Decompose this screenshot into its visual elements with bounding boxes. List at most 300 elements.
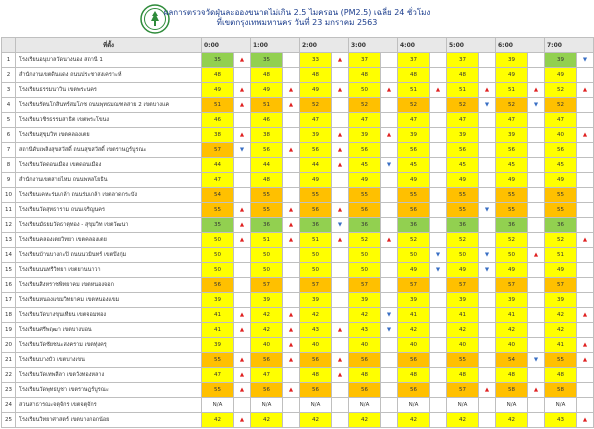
trend-up-icon: ▲	[337, 132, 343, 138]
station-name: โรงเรียนวัดชัยชนะสงคราม เขตทุ่งครุ	[16, 338, 202, 353]
pm25-value-cell: 55	[496, 203, 528, 218]
trend-up-icon: ▲	[582, 87, 588, 93]
trend-empty-cell	[577, 188, 594, 203]
trend-empty-cell	[283, 398, 300, 413]
trend-empty-cell	[430, 173, 447, 188]
pm25-value-cell: 57	[496, 278, 528, 293]
pm25-value-cell: 36	[496, 218, 528, 233]
pm25-value-cell: 44	[251, 158, 283, 173]
trend-empty-cell	[479, 353, 496, 368]
trend-up-icon	[234, 218, 251, 233]
trend-empty-cell	[577, 323, 594, 338]
pm25-value-cell: 39	[398, 128, 430, 143]
trend-empty-cell	[381, 413, 398, 428]
pm25-value-cell: 49	[349, 173, 381, 188]
pm25-value-cell: 42	[545, 308, 577, 323]
pm25-value-cell: 56	[349, 353, 381, 368]
table-header-row	[2, 38, 594, 53]
station-name: โรงเรียนวชิรธรรมสาธิต เขตพระโขนง	[16, 113, 202, 128]
pm25-value-cell: 52	[545, 98, 577, 113]
pm25-value-cell: 37	[447, 53, 479, 68]
trend-empty-cell	[430, 128, 447, 143]
pm25-value-cell: 40	[545, 128, 577, 143]
pm25-value-cell: 56	[398, 143, 430, 158]
station-name: สำนักงานเขตสายไหม ถนนพหลโยธิน	[16, 173, 202, 188]
trend-empty-cell	[430, 98, 447, 113]
trend-up-icon	[332, 353, 349, 368]
table-row	[2, 53, 594, 68]
trend-up-icon: ▲	[582, 357, 588, 363]
pm25-value-cell: 49	[545, 68, 577, 83]
pm25-value-cell: 48	[349, 368, 381, 383]
pm25-value-cell: 49	[447, 263, 479, 278]
pm25-value-cell: 41	[398, 308, 430, 323]
pm25-value-cell: 56	[251, 383, 283, 398]
pm25-value-cell: 47	[202, 368, 234, 383]
trend-empty-cell	[528, 203, 545, 218]
table-row	[2, 188, 594, 203]
pm25-value-cell: 58	[545, 383, 577, 398]
trend-empty-cell	[430, 188, 447, 203]
trend-up-icon	[332, 53, 349, 68]
trend-empty-cell	[479, 53, 496, 68]
trend-up-icon: ▲	[337, 237, 343, 243]
trend-empty-cell	[479, 368, 496, 383]
trend-empty-cell	[430, 278, 447, 293]
trend-up-icon	[332, 203, 349, 218]
pm25-value-cell: 39	[349, 293, 381, 308]
pm25-value-cell: 36	[398, 218, 430, 233]
trend-up-icon: ▲	[533, 387, 539, 393]
pm25-value-cell: 51	[202, 98, 234, 113]
trend-empty-cell	[381, 188, 398, 203]
table-row	[2, 293, 594, 308]
pm25-value-cell: N/A	[349, 398, 381, 413]
pm25-value-cell: 50	[202, 233, 234, 248]
pm25-value-cell: 40	[447, 338, 479, 353]
pm25-value-cell: 55	[545, 353, 577, 368]
trend-empty-cell	[332, 98, 349, 113]
trend-up-icon	[577, 308, 594, 323]
row-number: 19	[2, 323, 16, 338]
pm25-value-cell: 38	[202, 128, 234, 143]
pm25-value-cell: 49	[496, 68, 528, 83]
pm25-value-cell: 39	[447, 293, 479, 308]
row-number: 13	[2, 233, 16, 248]
table-row	[2, 263, 594, 278]
trend-up-icon: ▲	[337, 87, 343, 93]
trend-up-icon	[283, 308, 300, 323]
trend-up-icon: ▲	[582, 342, 588, 348]
pm25-value-cell: 39	[300, 293, 332, 308]
row-number: 11	[2, 203, 16, 218]
trend-empty-cell	[430, 353, 447, 368]
trend-empty-cell	[381, 68, 398, 83]
trend-empty-cell	[381, 248, 398, 263]
trend-empty-cell	[577, 173, 594, 188]
trend-empty-cell	[283, 53, 300, 68]
trend-up-icon: ▲	[239, 57, 245, 63]
trend-up-icon: ▲	[337, 57, 343, 63]
pm25-value-cell: 57	[545, 278, 577, 293]
table-row	[2, 143, 594, 158]
trend-up-icon: ▲	[582, 237, 588, 243]
header-time: 3:00	[349, 38, 398, 53]
trend-empty-cell	[528, 158, 545, 173]
pm25-value-cell: 43	[545, 413, 577, 428]
trend-empty-cell	[430, 308, 447, 323]
trend-empty-cell	[528, 368, 545, 383]
pm25-value-cell: 42	[398, 323, 430, 338]
trend-empty-cell	[332, 338, 349, 353]
trend-up-icon	[332, 233, 349, 248]
trend-empty-cell	[234, 158, 251, 173]
pm25-value-cell: 49	[398, 173, 430, 188]
trend-up-icon	[528, 83, 545, 98]
pm25-value-cell: 38	[251, 128, 283, 143]
trend-empty-cell	[381, 143, 398, 158]
trend-empty-cell	[332, 68, 349, 83]
pm25-value-cell: 35	[202, 218, 234, 233]
trend-empty-cell	[332, 173, 349, 188]
trend-empty-cell	[528, 398, 545, 413]
trend-up-icon	[234, 83, 251, 98]
pm25-value-cell: 56	[496, 143, 528, 158]
trend-empty-cell	[479, 293, 496, 308]
trend-empty-cell	[430, 68, 447, 83]
trend-empty-cell	[381, 173, 398, 188]
trend-empty-cell	[234, 278, 251, 293]
pm25-value-cell: 50	[496, 248, 528, 263]
pm25-value-cell: 48	[447, 368, 479, 383]
trend-empty-cell	[577, 203, 594, 218]
pm25-value-cell: 50	[447, 248, 479, 263]
station-name: โรงเรียนวิทยาศาสตร์ เขตบางกอกน้อย	[16, 413, 202, 428]
pm25-value-cell: 56	[398, 203, 430, 218]
pm25-value-cell: 41	[447, 308, 479, 323]
trend-empty-cell	[381, 338, 398, 353]
trend-up-icon: ▲	[239, 327, 245, 333]
trend-up-icon: ▲	[386, 237, 392, 243]
trend-empty-cell	[577, 398, 594, 413]
trend-empty-cell	[577, 383, 594, 398]
pm25-value-cell: 39	[300, 128, 332, 143]
station-name: สำนักงานเขตดินแดง ถนนประชาสงเคราะห์	[16, 68, 202, 83]
trend-empty-cell	[430, 53, 447, 68]
table-row	[2, 218, 594, 233]
trend-up-icon	[283, 383, 300, 398]
station-name: โรงเรียนวัดสุทธาราม ถนนเจริญนคร	[16, 203, 202, 218]
row-number: 7	[2, 143, 16, 158]
trend-empty-cell	[283, 173, 300, 188]
trend-up-icon: ▲	[288, 207, 294, 213]
pm25-value-cell: 47	[398, 113, 430, 128]
table-row	[2, 368, 594, 383]
trend-empty-cell	[381, 368, 398, 383]
station-name: โรงเรียนวัดบางขุนเทียน เขตจอมทอง	[16, 308, 202, 323]
trend-down-icon	[430, 263, 447, 278]
pm25-value-cell: 55	[300, 188, 332, 203]
pm25-value-cell: N/A	[545, 398, 577, 413]
pm25-value-cell: 48	[398, 368, 430, 383]
trend-empty-cell	[479, 113, 496, 128]
pm25-value-cell: 36	[300, 218, 332, 233]
pm25-value-cell: 52	[545, 233, 577, 248]
pm25-value-cell: 55	[251, 188, 283, 203]
header-time: 5:00	[447, 38, 496, 53]
pm25-value-cell: 55	[202, 353, 234, 368]
trend-up-icon: ▲	[239, 312, 245, 318]
pm25-value-cell: 42	[398, 413, 430, 428]
trend-up-icon	[234, 98, 251, 113]
trend-up-icon	[234, 368, 251, 383]
pm25-value-cell: 46	[202, 113, 234, 128]
pm25-value-cell: 57	[447, 383, 479, 398]
table-row	[2, 413, 594, 428]
row-number: 14	[2, 248, 16, 263]
station-name: โรงเรียนวัดเทพลีลา เขตวังทองหลาง	[16, 368, 202, 383]
trend-up-icon	[577, 83, 594, 98]
trend-empty-cell	[283, 158, 300, 173]
trend-empty-cell	[430, 383, 447, 398]
pm25-value-cell: 48	[496, 368, 528, 383]
trend-up-icon: ▲	[386, 132, 392, 138]
trend-empty-cell	[234, 188, 251, 203]
pm25-value-cell: N/A	[202, 398, 234, 413]
pm25-value-cell: 39	[496, 293, 528, 308]
station-name: สถานีดับเพลิงสุขสวัสดิ์ ถนนสุขสวัสดิ์ เขตราษฎร์บูรณะ	[16, 143, 202, 158]
trend-up-icon	[528, 248, 545, 263]
pm25-value-cell: 40	[251, 338, 283, 353]
trend-up-icon	[577, 413, 594, 428]
pm25-value-cell: 42	[447, 413, 479, 428]
trend-empty-cell	[332, 383, 349, 398]
header-time: 2:00	[300, 38, 349, 53]
trend-up-icon	[234, 53, 251, 68]
pm25-value-cell: 56	[300, 203, 332, 218]
pm25-value-cell: 42	[545, 323, 577, 338]
trend-up-icon	[283, 98, 300, 113]
pm25-value-cell: 48	[545, 368, 577, 383]
table-row	[2, 98, 594, 113]
trend-empty-cell	[234, 398, 251, 413]
trend-empty-cell	[381, 98, 398, 113]
pm25-value-cell: 49	[300, 173, 332, 188]
pm25-value-cell: 57	[398, 278, 430, 293]
trend-down-icon	[528, 98, 545, 113]
table-row	[2, 203, 594, 218]
trend-up-icon: ▲	[239, 87, 245, 93]
trend-up-icon: ▲	[582, 132, 588, 138]
pm25-value-cell: 52	[349, 233, 381, 248]
trend-up-icon: ▲	[288, 87, 294, 93]
pm25-value-cell: 33	[300, 53, 332, 68]
row-number: 22	[2, 368, 16, 383]
row-number: 2	[2, 68, 16, 83]
trend-empty-cell	[479, 173, 496, 188]
station-name: โรงเรียนเคหะร่มเกล้า ถนนร่มเกล้า เขตลาดกระบัง	[16, 188, 202, 203]
pm25-value-cell: 50	[251, 263, 283, 278]
pm25-value-cell: 48	[447, 68, 479, 83]
trend-up-icon	[577, 353, 594, 368]
pm25-value-cell: 55	[545, 188, 577, 203]
row-number: 4	[2, 98, 16, 113]
trend-empty-cell	[283, 128, 300, 143]
station-name: โรงเรียนบางบัว เขตบางเขน	[16, 353, 202, 368]
trend-up-icon: ▲	[337, 207, 343, 213]
pm25-value-cell: 47	[300, 113, 332, 128]
pm25-value-cell: 39	[349, 128, 381, 143]
pm25-value-cell: 55	[545, 203, 577, 218]
pm25-value-cell: 39	[202, 293, 234, 308]
row-number: 15	[2, 263, 16, 278]
trend-up-icon: ▲	[337, 147, 343, 153]
trend-empty-cell	[528, 143, 545, 158]
pm25-value-cell: 50	[251, 248, 283, 263]
pm25-value-cell: 45	[398, 158, 430, 173]
trend-empty-cell	[332, 398, 349, 413]
pm25-value-cell: 49	[300, 83, 332, 98]
trend-empty-cell	[283, 278, 300, 293]
pm25-value-cell: 39	[398, 293, 430, 308]
pm25-value-cell: 55	[398, 188, 430, 203]
trend-up-icon: ▲	[288, 327, 294, 333]
trend-empty-cell	[332, 113, 349, 128]
trend-empty-cell	[479, 308, 496, 323]
pm25-value-cell: 58	[496, 383, 528, 398]
trend-down-icon	[528, 353, 545, 368]
header-station: ที่ตั้ง	[16, 38, 202, 53]
pm25-value-cell: 44	[300, 158, 332, 173]
trend-empty-cell	[381, 53, 398, 68]
pm25-value-cell: 39	[447, 128, 479, 143]
trend-empty-cell	[234, 248, 251, 263]
report-subtitle: ที่เขตกรุงเทพมหานคร วันที่ 23 มกราคม 2563	[216, 18, 378, 27]
pm25-value-cell: 47	[202, 173, 234, 188]
station-name: โรงเรียนวัดพุทธบูชา เขตราษฎร์บูรณะ	[16, 383, 202, 398]
row-number: 8	[2, 158, 16, 173]
pm25-value-cell: 55	[349, 188, 381, 203]
pm25-value-cell: N/A	[251, 398, 283, 413]
trend-down-icon	[479, 98, 496, 113]
station-name: สวนสาธารณะจตุจักร เขตจตุจักร	[16, 398, 202, 413]
pm25-value-cell: 50	[349, 263, 381, 278]
trend-empty-cell	[381, 353, 398, 368]
pm25-value-cell: 52	[349, 98, 381, 113]
trend-down-icon: ▼	[484, 252, 490, 258]
station-name: โรงเรียนสิงหราชพิทยาคม เขตหนองจอก	[16, 278, 202, 293]
pm25-value-cell: 54	[496, 353, 528, 368]
pm25-value-cell: 49	[447, 173, 479, 188]
trend-down-icon: ▼	[484, 102, 490, 108]
row-number: 16	[2, 278, 16, 293]
row-number: 10	[2, 188, 16, 203]
pm25-value-cell: 55	[202, 383, 234, 398]
table-row	[2, 128, 594, 143]
header-time: 7:00	[545, 38, 594, 53]
trend-up-icon	[283, 353, 300, 368]
trend-up-icon	[528, 383, 545, 398]
pm25-value-cell: 51	[447, 83, 479, 98]
trend-empty-cell	[528, 218, 545, 233]
pm25-value-cell: 46	[251, 113, 283, 128]
trend-empty-cell	[332, 188, 349, 203]
station-name: โรงเรียนสุขุมวิท เขตคลองเตย	[16, 128, 202, 143]
trend-down-icon	[430, 248, 447, 263]
row-number: 3	[2, 83, 16, 98]
trend-up-icon	[381, 83, 398, 98]
pm25-value-cell: 56	[349, 143, 381, 158]
trend-empty-cell	[234, 263, 251, 278]
trend-up-icon	[332, 143, 349, 158]
table-row	[2, 308, 594, 323]
trend-empty-cell	[577, 158, 594, 173]
pm25-value-cell: 47	[447, 113, 479, 128]
trend-down-icon	[381, 323, 398, 338]
trend-empty-cell	[381, 203, 398, 218]
pm25-value-cell: 40	[300, 338, 332, 353]
table-row	[2, 173, 594, 188]
pm25-value-cell: 50	[349, 248, 381, 263]
table-row	[2, 158, 594, 173]
trend-empty-cell	[283, 248, 300, 263]
pm25-value-cell: 50	[202, 263, 234, 278]
station-name: โรงเรียนหนองแขมวิทยาคม เขตหนองแขม	[16, 293, 202, 308]
pm25-value-cell: 47	[251, 368, 283, 383]
trend-empty-cell	[479, 218, 496, 233]
trend-empty-cell	[234, 293, 251, 308]
trend-down-icon	[381, 158, 398, 173]
trend-down-icon	[479, 203, 496, 218]
trend-empty-cell	[381, 293, 398, 308]
trend-down-icon: ▼	[386, 312, 392, 318]
pm25-value-cell: 56	[300, 383, 332, 398]
trend-up-icon: ▲	[239, 102, 245, 108]
trend-up-icon	[283, 323, 300, 338]
pm25-value-cell: 40	[349, 338, 381, 353]
trend-empty-cell	[234, 113, 251, 128]
pm25-value-cell: N/A	[398, 398, 430, 413]
trend-empty-cell	[381, 278, 398, 293]
pm25-value-cell: 57	[202, 143, 234, 158]
station-name: โรงเรียนศรีพฤฒา เขตบางบอน	[16, 323, 202, 338]
pm25-value-cell: N/A	[447, 398, 479, 413]
trend-up-icon: ▲	[239, 357, 245, 363]
trend-up-icon	[381, 233, 398, 248]
trend-up-icon: ▲	[484, 87, 490, 93]
trend-empty-cell	[430, 323, 447, 338]
station-name: โรงเรียนอนุบาลวัดนางนอง สถานี 1	[16, 53, 202, 68]
pm25-value-cell: 52	[447, 98, 479, 113]
pm25-value-cell: 47	[349, 113, 381, 128]
pm25-value-cell: 52	[300, 98, 332, 113]
pm25-value-cell: 49	[251, 83, 283, 98]
trend-down-icon: ▼	[435, 252, 441, 258]
trend-up-icon	[234, 233, 251, 248]
trend-down-icon	[577, 53, 594, 68]
trend-up-icon	[332, 158, 349, 173]
trend-up-icon	[430, 83, 447, 98]
trend-up-icon	[332, 323, 349, 338]
trend-down-icon	[234, 143, 251, 158]
row-number: 6	[2, 128, 16, 143]
trend-up-icon	[234, 128, 251, 143]
trend-empty-cell	[332, 263, 349, 278]
pm25-value-cell: 51	[251, 98, 283, 113]
trend-up-icon	[234, 383, 251, 398]
trend-empty-cell	[577, 113, 594, 128]
trend-up-icon	[332, 83, 349, 98]
